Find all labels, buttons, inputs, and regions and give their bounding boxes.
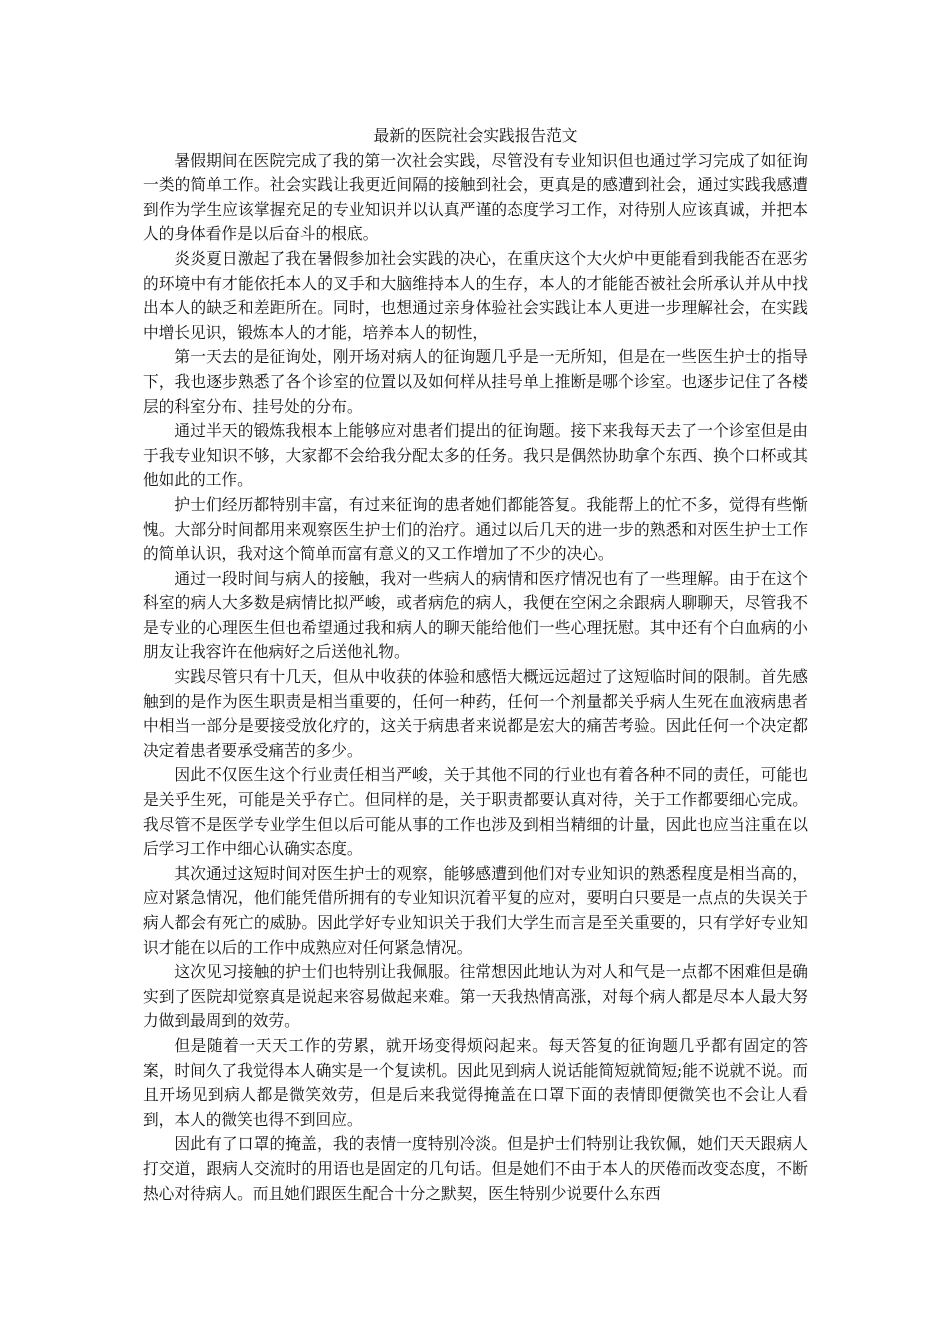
paragraph-7: 实践尽管只有十几天，但从中收获的体验和感悟大概远远超过了这短临时间的限制。首先感触到的是作为医生职责是相当重要的，任何一种药，任何一个剂量都关乎病人生死在血液病患者中相当一部分是要接受放化疗的，这关于病患者来说都是宏大的痛苦考验。因此任何一个决定都决定着患者要承受痛苦的多少。 xyxy=(143,667,808,760)
paragraph-9: 其次通过这短时间对医生护士的观察，能够感遭到他们对专业知识的熟悉程度是相当高的，应对紧急情况，他们能凭借所拥有的专业知识沉着平复的应对，要明白只要是一点点的失误关于病人都会有死亡的威胁。因此学好专业知识关于我们大学生而言是至关重要的，只有学好专业知识才能在以后的工作中成熟应对任何紧急情况。 xyxy=(143,863,808,957)
paragraph-5: 护士们经历都特别丰富，有过来征询的患者她们都能答复。我能帮上的忙不多，觉得有些惭愧。大部分时间都用来观察医生护士们的治疗。通过以后几天的进一步的熟悉和对医生护士工作的简单认识，我对这个简单而富有意义的又工作增加了不少的决心。 xyxy=(143,494,808,564)
paragraph-2: 炎炎夏日激起了我在暑假参加社会实践的决心，在重庆这个大火炉中更能看到我能否在恶劣的环境中有才能依托本人的叉手和大脑维持本人的生存，本人的才能能否被社会所承认并从中找出本人的缺乏和差距所在。同时，也想通过亲身体验社会实践让本人更进一步理解社会，在实践中增长见识，锻炼本人的才能，培养本人的韧性， xyxy=(143,248,808,342)
document-body xyxy=(143,124,808,1206)
paragraph-4: 通过半天的锻炼我根本上能够应对患者们提出的征询题。接下来我每天去了一个诊室但是由于我专业知识不够，大家都不会给我分配太多的任务。我只是偶然协助拿个东西、换个口杯或其他如此的工作。 xyxy=(143,421,808,490)
paragraph-10: 这次见习接触的护士们也特别让我佩服。往常想因此地认为对人和气是一点都不困难但是确实到了医院却觉察真是说起来容易做起来难。第一天我热情高涨，对每个病人都是尽本人最大努力做到最周到的效劳。 xyxy=(143,962,808,1031)
paragraph-8: 因此不仅医生这个行业责任相当严峻，关于其他不同的行业也有着各种不同的责任，可能也是关乎生死，可能是关乎存亡。但同样的是，关于职责都要认真对待，关于工作都要细心完成。我尽管不是医学专业学生但以后可能从事的工作也涉及到相当精细的计量，因此也应当注重在以后学习工作中细心认确实态度。 xyxy=(143,765,808,859)
document-title: 最新的医院社会实践报告范文 xyxy=(373,126,578,145)
paragraph-3: 第一天去的是征询处，刚开场对病人的征询题几乎是一无所知，但是在一些医生护士的指导下，我也逐步熟悉了各个诊室的位置以及如何样从挂号单上推断是哪个诊室。也逐步记住了各楼层的科室分布、挂号处的分布。 xyxy=(143,347,808,416)
paragraph-12: 因此有了口罩的掩盖，我的表情一度特别冷淡。但是护士们特别让我钦佩，她们天天跟病人打交道，跟病人交流时的用语也是固定的几句话。但是她们不由于本人的厌倦而改变态度，不断热心对待病人。而且她们跟医生配合十分之默契，医生特别少说要什么东西 xyxy=(143,1134,808,1203)
paragraph-6: 通过一段时间与病人的接触，我对一些病人的病情和医疗情况也有了一些理解。由于在这个科室的病人大多数是病情比拟严峻，或者病危的病人，我便在空闲之余跟病人聊聊天，尽管我不是专业的心理医生但也希望通过我和病人的聊天能给他们一些心理抚慰。其中还有个白血病的小朋友让我容许在他病好之后送他礼物。 xyxy=(143,568,808,662)
paragraph-11: 但是随着一天天工作的劳累，就开场变得烦闷起来。每天答复的征询题几乎都有固定的答案，时间久了我觉得本人确实是一个复读机。因此见到病人说话能简短就简短;能不说就不说。而且开场见到病人都是微笑效劳，但是后来我觉得掩盖在口罩下面的表情即便微笑也不会让人看到，本人的微笑也得不到回应。 xyxy=(143,1035,808,1129)
paragraph-1: 暑假期间在医院完成了我的第一次社会实践，尽管没有专业知识但也通过学习完成了如征询一类的简单工作。社会实践让我更近间隔的接触到社会，更真是的感遭到社会，通过实践我感遭到作为学生应该掌握充足的专业知识并以认真严谨的态度学习工作，对待别人应该真诚，并把本人的身体看作是以后奋斗的根底。 xyxy=(143,150,808,244)
